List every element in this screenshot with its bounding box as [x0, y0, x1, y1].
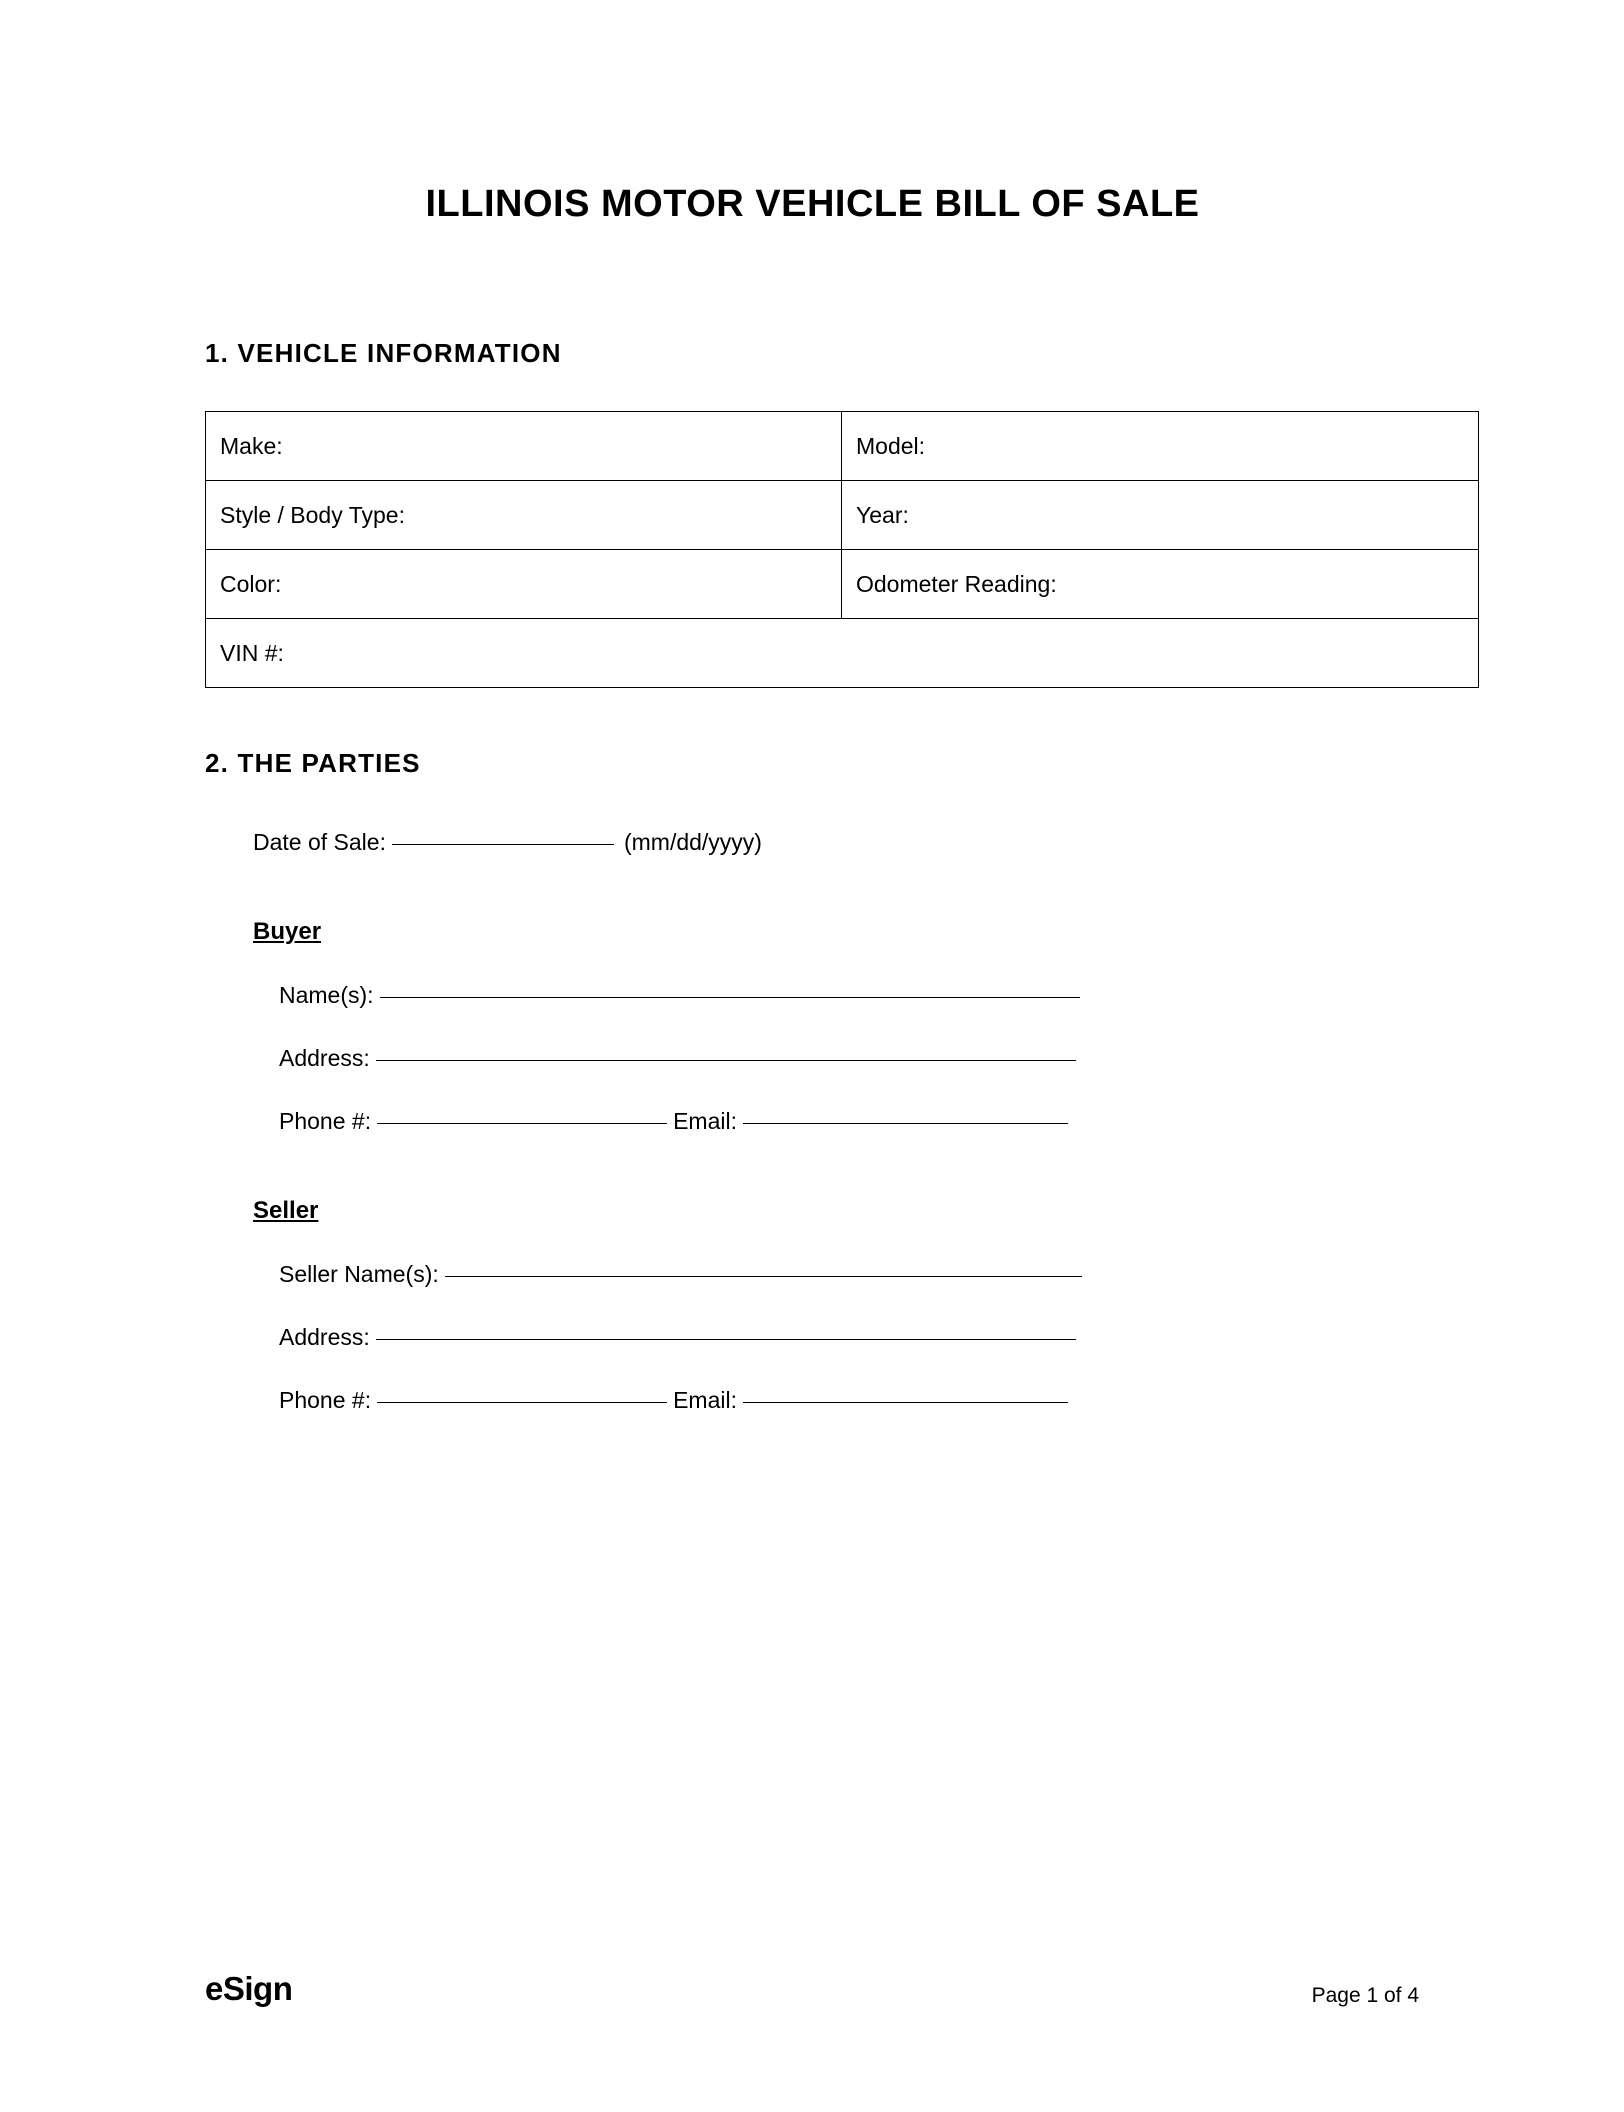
- buyer-email-label: Email:: [673, 1108, 737, 1134]
- seller-email-label: Email:: [673, 1387, 737, 1413]
- date-format-hint: (mm/dd/yyyy): [623, 829, 762, 855]
- table-row: [206, 619, 1479, 688]
- buyer-block: [253, 918, 1420, 1135]
- vehicle-information-table: [205, 411, 1479, 688]
- seller-phone-input-line[interactable]: [377, 1402, 667, 1403]
- seller-subheading: Seller: [253, 1197, 319, 1224]
- buyer-name-input-line[interactable]: [380, 997, 1080, 998]
- field-model[interactable]: Model:: [842, 412, 1479, 481]
- seller-phone-label: Phone #:: [279, 1387, 372, 1413]
- seller-address-row: [279, 1324, 1420, 1351]
- field-odometer-reading[interactable]: Odometer Reading:: [842, 550, 1479, 619]
- parties-body: [253, 829, 1420, 1414]
- seller-email-input-line[interactable]: [743, 1402, 1068, 1403]
- seller-phone-email-row: [279, 1387, 1420, 1414]
- page-title: ILLINOIS MOTOR VEHICLE BILL OF SALE: [425, 183, 1200, 225]
- seller-name-input-line[interactable]: [445, 1276, 1082, 1277]
- field-make[interactable]: Make:: [206, 412, 842, 481]
- buyer-email-input-line[interactable]: [743, 1123, 1068, 1124]
- buyer-phone-label: Phone #:: [279, 1108, 372, 1134]
- field-vin[interactable]: VIN #:: [206, 619, 1479, 688]
- seller-name-row: [279, 1261, 1420, 1288]
- table-row: [206, 550, 1479, 619]
- seller-address-input-line[interactable]: [376, 1339, 1076, 1340]
- field-style-body-type[interactable]: Style / Body Type:: [206, 481, 842, 550]
- date-of-sale-input-line[interactable]: [392, 844, 614, 845]
- date-of-sale-label: Date of Sale:: [253, 829, 386, 855]
- buyer-phone-input-line[interactable]: [377, 1123, 667, 1124]
- buyer-name-row: [279, 982, 1420, 1009]
- buyer-name-label: Name(s):: [279, 982, 374, 1008]
- section-heading-the-parties: 2. THE PARTIES: [205, 748, 421, 778]
- buyer-address-row: [279, 1045, 1420, 1072]
- buyer-address-label: Address:: [279, 1045, 370, 1071]
- page-content: [205, 0, 1420, 1414]
- page-indicator: Page 1 of 4: [1311, 1984, 1419, 2007]
- buyer-subheading: Buyer: [253, 918, 322, 945]
- table-row: [206, 412, 1479, 481]
- table-row: [206, 481, 1479, 550]
- seller-block: [253, 1197, 1420, 1414]
- buyer-phone-email-row: [279, 1108, 1420, 1135]
- seller-name-label: Seller Name(s):: [279, 1261, 439, 1287]
- date-of-sale-row: [253, 829, 1420, 856]
- esign-logo: eSign: [205, 1970, 293, 2007]
- field-year[interactable]: Year:: [842, 481, 1479, 550]
- section-heading-vehicle-information: 1. VEHICLE INFORMATION: [205, 338, 562, 368]
- field-color[interactable]: Color:: [206, 550, 842, 619]
- buyer-address-input-line[interactable]: [376, 1060, 1076, 1061]
- page-footer: [205, 1970, 1419, 2008]
- seller-address-label: Address:: [279, 1324, 370, 1350]
